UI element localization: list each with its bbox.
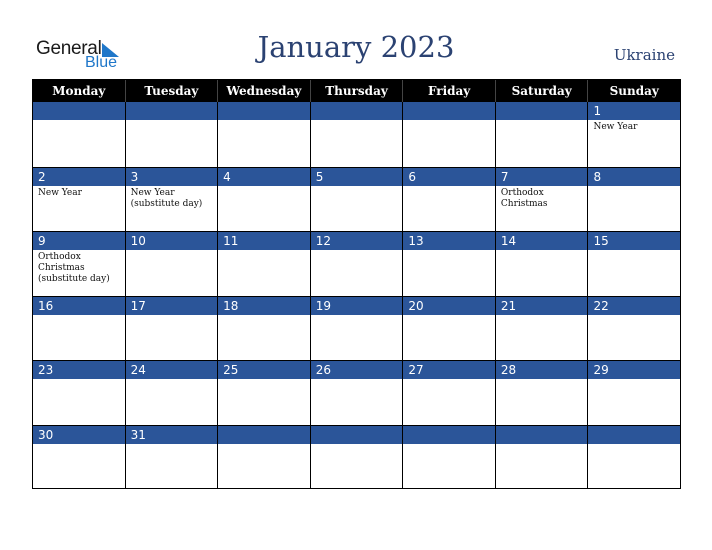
day-cell bbox=[126, 297, 219, 361]
holiday-label bbox=[496, 120, 588, 122]
day-cell bbox=[311, 232, 404, 296]
day-number: 10 bbox=[126, 232, 218, 250]
day-number: 31 bbox=[126, 426, 218, 444]
day-number bbox=[496, 102, 588, 120]
day-number: 8 bbox=[588, 168, 680, 186]
holiday-label bbox=[33, 444, 125, 446]
holiday-label bbox=[588, 379, 680, 381]
day-cell bbox=[126, 232, 219, 296]
day-cell bbox=[588, 168, 680, 232]
day-cell bbox=[496, 168, 589, 232]
week-row bbox=[33, 360, 680, 425]
weekday-header: Tuesday bbox=[126, 80, 219, 102]
day-cell bbox=[218, 361, 311, 425]
day-cell bbox=[588, 232, 680, 296]
week-row bbox=[33, 425, 680, 490]
holiday-label bbox=[403, 444, 495, 446]
day-number bbox=[311, 426, 403, 444]
day-cell bbox=[126, 361, 219, 425]
holiday-label bbox=[33, 315, 125, 317]
day-number: 7 bbox=[496, 168, 588, 186]
holiday-label bbox=[403, 186, 495, 188]
generalblue-logo bbox=[36, 38, 126, 74]
day-number: 3 bbox=[126, 168, 218, 186]
day-cell bbox=[311, 297, 404, 361]
weekday-header: Friday bbox=[403, 80, 496, 102]
holiday-label bbox=[311, 379, 403, 381]
day-number: 15 bbox=[588, 232, 680, 250]
holiday-label bbox=[218, 120, 310, 122]
week-row bbox=[33, 102, 680, 167]
holiday-label bbox=[218, 315, 310, 317]
day-cell bbox=[496, 297, 589, 361]
day-cell bbox=[588, 426, 680, 490]
day-cell bbox=[218, 168, 311, 232]
holiday-label bbox=[218, 250, 310, 252]
holiday-label bbox=[218, 379, 310, 381]
holiday-label bbox=[218, 186, 310, 188]
holiday-label bbox=[218, 444, 310, 446]
week-row bbox=[33, 296, 680, 361]
week-row bbox=[33, 167, 680, 232]
day-number bbox=[126, 102, 218, 120]
holiday-label bbox=[588, 186, 680, 188]
day-number: 14 bbox=[496, 232, 588, 250]
holiday-label: Orthodox Christmas bbox=[500, 187, 548, 209]
day-number: 5 bbox=[311, 168, 403, 186]
day-number: 26 bbox=[311, 361, 403, 379]
day-number bbox=[403, 102, 495, 120]
holiday-label bbox=[311, 120, 403, 122]
page-title: January 2023 bbox=[257, 30, 455, 64]
day-cell bbox=[403, 426, 496, 490]
holiday-label bbox=[403, 379, 495, 381]
holiday-label bbox=[311, 186, 403, 188]
weekday-header: Monday bbox=[33, 80, 126, 102]
holiday-label bbox=[126, 379, 218, 381]
day-number: 20 bbox=[403, 297, 495, 315]
day-number: 23 bbox=[33, 361, 125, 379]
day-cell bbox=[218, 297, 311, 361]
day-cell bbox=[218, 426, 311, 490]
day-number: 2 bbox=[33, 168, 125, 186]
logo-text-general: General bbox=[36, 38, 102, 59]
day-number: 19 bbox=[311, 297, 403, 315]
day-cell bbox=[403, 102, 496, 167]
day-number: 9 bbox=[33, 232, 125, 250]
country-label: Ukraine bbox=[613, 46, 675, 64]
day-number: 1 bbox=[588, 102, 680, 120]
day-cell bbox=[311, 361, 404, 425]
day-number: 18 bbox=[218, 297, 310, 315]
holiday-label bbox=[311, 444, 403, 446]
holiday-label bbox=[588, 315, 680, 317]
weekday-header: Wednesday bbox=[218, 80, 311, 102]
day-cell bbox=[311, 426, 404, 490]
week-row bbox=[33, 231, 680, 296]
day-cell bbox=[496, 426, 589, 490]
day-cell bbox=[496, 361, 589, 425]
day-number bbox=[496, 426, 588, 444]
day-cell bbox=[33, 361, 126, 425]
day-cell bbox=[403, 168, 496, 232]
weekday-header: Sunday bbox=[609, 84, 659, 98]
day-number bbox=[311, 102, 403, 120]
day-number: 25 bbox=[218, 361, 310, 379]
holiday-label bbox=[496, 379, 588, 381]
day-cell bbox=[588, 102, 680, 167]
holiday-label bbox=[403, 315, 495, 317]
day-cell bbox=[126, 102, 219, 167]
day-cell bbox=[33, 297, 126, 361]
holiday-label bbox=[126, 120, 218, 122]
day-number: 30 bbox=[33, 426, 125, 444]
day-cell bbox=[496, 102, 589, 167]
holiday-label bbox=[496, 444, 588, 446]
day-cell bbox=[218, 232, 311, 296]
day-number: 24 bbox=[126, 361, 218, 379]
day-cell bbox=[403, 297, 496, 361]
holiday-label bbox=[126, 315, 218, 317]
day-cell bbox=[218, 102, 311, 167]
weeks-container bbox=[33, 102, 680, 489]
weekday-header: Thursday bbox=[311, 80, 404, 102]
day-cell bbox=[33, 102, 126, 167]
day-number bbox=[588, 426, 680, 444]
day-number: 29 bbox=[588, 361, 680, 379]
day-number: 6 bbox=[403, 168, 495, 186]
day-number: 22 bbox=[588, 297, 680, 315]
holiday-label bbox=[588, 444, 680, 446]
day-number: 11 bbox=[218, 232, 310, 250]
day-number: 28 bbox=[496, 361, 588, 379]
holiday-label bbox=[33, 120, 125, 122]
day-number: 16 bbox=[33, 297, 125, 315]
day-number bbox=[33, 102, 125, 120]
day-number bbox=[218, 426, 310, 444]
holiday-label bbox=[126, 444, 218, 446]
holiday-label: New Year bbox=[38, 187, 82, 198]
holiday-label bbox=[496, 315, 588, 317]
holiday-label: Orthodox Christmas (substitute day) bbox=[38, 252, 110, 284]
holiday-label bbox=[588, 250, 680, 252]
day-number: 4 bbox=[218, 168, 310, 186]
day-cell bbox=[311, 102, 404, 167]
day-cell bbox=[588, 297, 680, 361]
holiday-label: New Year (substitute day) bbox=[130, 187, 203, 209]
holiday-label bbox=[33, 379, 125, 381]
holiday-label: New Year bbox=[593, 122, 638, 132]
holiday-label bbox=[126, 250, 218, 252]
weekday-header: Saturday bbox=[496, 80, 589, 102]
day-cell bbox=[126, 168, 219, 232]
day-cell bbox=[403, 361, 496, 425]
calendar-grid bbox=[32, 79, 681, 489]
day-number: 17 bbox=[126, 297, 218, 315]
day-cell bbox=[403, 232, 496, 296]
day-cell bbox=[33, 168, 126, 232]
holiday-label bbox=[311, 315, 403, 317]
day-cell bbox=[33, 426, 126, 490]
weekday-header-row bbox=[33, 80, 680, 102]
holiday-label bbox=[403, 120, 495, 122]
holiday-label bbox=[311, 250, 403, 252]
day-cell bbox=[496, 232, 589, 296]
day-number: 12 bbox=[311, 232, 403, 250]
holiday-label bbox=[496, 250, 588, 252]
day-cell bbox=[588, 361, 680, 425]
holiday-label bbox=[403, 250, 495, 252]
day-cell bbox=[311, 168, 404, 232]
logo-text-blue: Blue bbox=[85, 54, 118, 71]
day-number: 13 bbox=[403, 232, 495, 250]
day-number bbox=[218, 102, 310, 120]
day-cell bbox=[33, 232, 126, 296]
day-number: 21 bbox=[496, 297, 588, 315]
day-number bbox=[403, 426, 495, 444]
day-number: 27 bbox=[403, 361, 495, 379]
day-cell bbox=[126, 426, 219, 490]
